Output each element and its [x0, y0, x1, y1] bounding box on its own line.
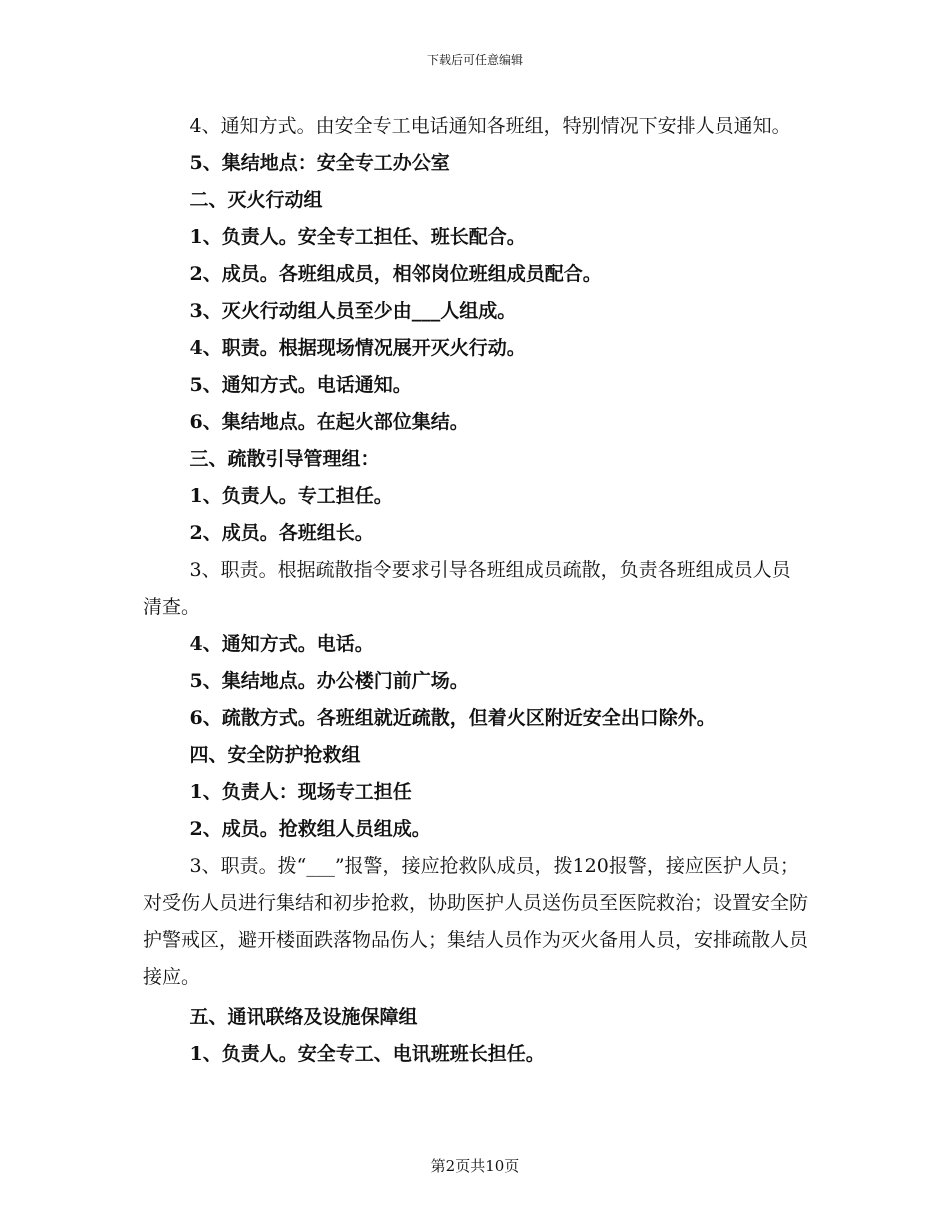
document-body	[143, 108, 808, 1073]
paragraph: 5、集结地点。办公楼门前广场。	[189, 670, 469, 692]
paragraph: 1、负责人：现场专工担任	[189, 781, 412, 803]
paragraph: 4、通知方式。由安全专工电话通知各班组，特别情况下安排人员通知。	[189, 115, 791, 137]
paragraph: 5、通知方式。电话通知。	[189, 374, 412, 396]
paragraph: 3、灭火行动组人员至少由___人组成。	[189, 300, 517, 322]
section-heading: 二、灭火行动组	[189, 189, 323, 211]
section-heading: 四、安全防护抢救组	[189, 744, 361, 766]
paragraph: 3、职责。根据疏散指令要求引导各班组成员疏散，负责各班组成员人员清查。	[143, 559, 791, 618]
paragraph: 4、职责。根据现场情况展开灭火行动。	[189, 337, 526, 359]
page-header-note: 下载后可任意编辑	[426, 53, 523, 67]
paragraph: 1、负责人。安全专工、电讯班班长担任。	[189, 1043, 545, 1065]
paragraph: 4、通知方式。电话。	[189, 633, 374, 655]
paragraph: 2、成员。各班组长。	[189, 522, 374, 544]
page-number: 第2页共10页	[430, 1157, 520, 1175]
paragraph: 6、集结地点。在起火部位集结。	[189, 411, 469, 433]
paragraph: 5、集结地点：安全专工办公室	[189, 152, 450, 174]
paragraph: 2、成员。抢救组人员组成。	[189, 818, 431, 840]
paragraph: 6、疏散方式。各班组就近疏散，但着火区附近安全出口除外。	[189, 707, 716, 729]
paragraph: 1、负责人。专工担任。	[189, 485, 393, 507]
paragraph: 2、成员。各班组成员，相邻岗位班组成员配合。	[189, 263, 602, 285]
paragraph: 1、负责人。安全专工担任、班长配合。	[189, 226, 526, 248]
section-heading: 三、疏散引导管理组：	[189, 448, 380, 470]
paragraph: 3、职责。拨“___”报警，接应抢救队成员，拨120报警，接应医护人员；对受伤人员进行集结和初步抢救，协助医护人员送伤员至医院救治；设置安全防护警戒区，避开楼面跌落物品伤人；集结人员作为灭火备用人员，安排疏散人员接应。	[143, 855, 809, 988]
section-heading: 五、通讯联络及设施保障组	[189, 1006, 418, 1028]
